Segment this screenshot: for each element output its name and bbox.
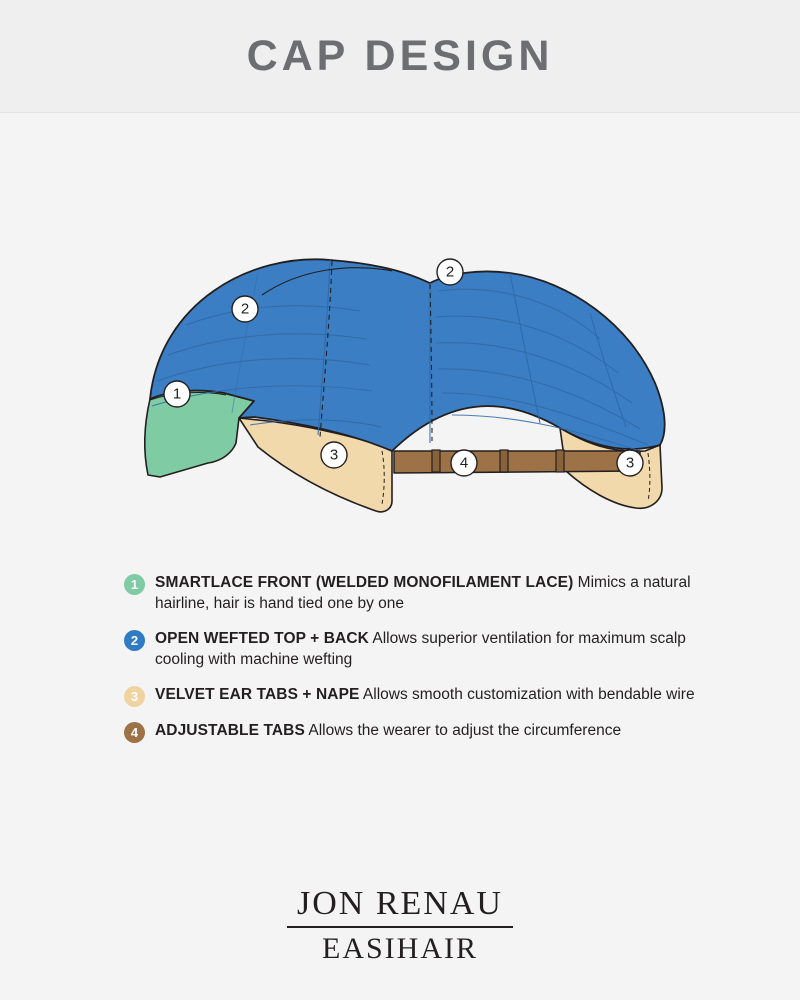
callout-3-front-label: 3 xyxy=(329,446,339,464)
cap-diagram-svg xyxy=(0,113,800,561)
callout-2-left-label: 2 xyxy=(240,300,250,318)
brand-sub-name: EASIHAIR xyxy=(322,932,478,965)
page-title: CAP DESIGN xyxy=(246,31,554,80)
legend-term-2: OPEN WEFTED TOP + BACK xyxy=(155,629,369,647)
legend-desc-3: Allows smooth customization with bendable wire xyxy=(362,685,695,703)
callout-3-back-label: 3 xyxy=(625,454,635,472)
legend-item-4 xyxy=(0,721,800,743)
callout-1 xyxy=(164,381,190,407)
legend-desc-1: Mimics a natural hairline, hair is hand tied one by one xyxy=(155,574,691,612)
legend-badge-4: 4 xyxy=(124,722,145,743)
callout-1-label: 1 xyxy=(172,385,182,403)
callout-4-label: 4 xyxy=(459,454,469,472)
brand-divider xyxy=(287,926,513,928)
callout-2-right xyxy=(437,259,463,285)
legend xyxy=(0,561,800,743)
legend-badge-1: 1 xyxy=(124,574,145,595)
legend-item-1 xyxy=(0,573,800,615)
adjustable-tab-strap xyxy=(394,451,640,473)
brand-lockup xyxy=(0,885,800,966)
legend-desc-2: Allows superior ventilation for maximum scalp cooling with machine wefting xyxy=(155,629,686,668)
legend-term-4: ADJUSTABLE TABS xyxy=(155,721,305,739)
cap-diagram xyxy=(0,113,800,561)
legend-badge-3: 3 xyxy=(124,686,145,707)
legend-term-1: SMARTLACE FRONT (WELDED MONOFILAMENT LACE) xyxy=(155,574,574,591)
callout-2-right-label: 2 xyxy=(445,263,455,281)
legend-item-2 xyxy=(0,629,800,671)
callout-3-back xyxy=(617,450,643,476)
legend-term-3: VELVET EAR TABS + NAPE xyxy=(155,685,360,703)
legend-text-1 xyxy=(155,573,720,615)
callout-3-front xyxy=(321,442,347,468)
legend-text-2 xyxy=(155,629,720,671)
page-header xyxy=(0,0,800,113)
legend-badge-2: 2 xyxy=(124,630,145,651)
legend-desc-4: Allows the wearer to adjust the circumference xyxy=(308,721,622,739)
callout-2-left xyxy=(232,296,258,322)
callout-4 xyxy=(451,450,477,476)
legend-text-3 xyxy=(155,685,695,706)
legend-item-3 xyxy=(0,685,800,707)
brand-name: JON RENAU xyxy=(297,885,503,922)
legend-text-4 xyxy=(155,721,621,742)
